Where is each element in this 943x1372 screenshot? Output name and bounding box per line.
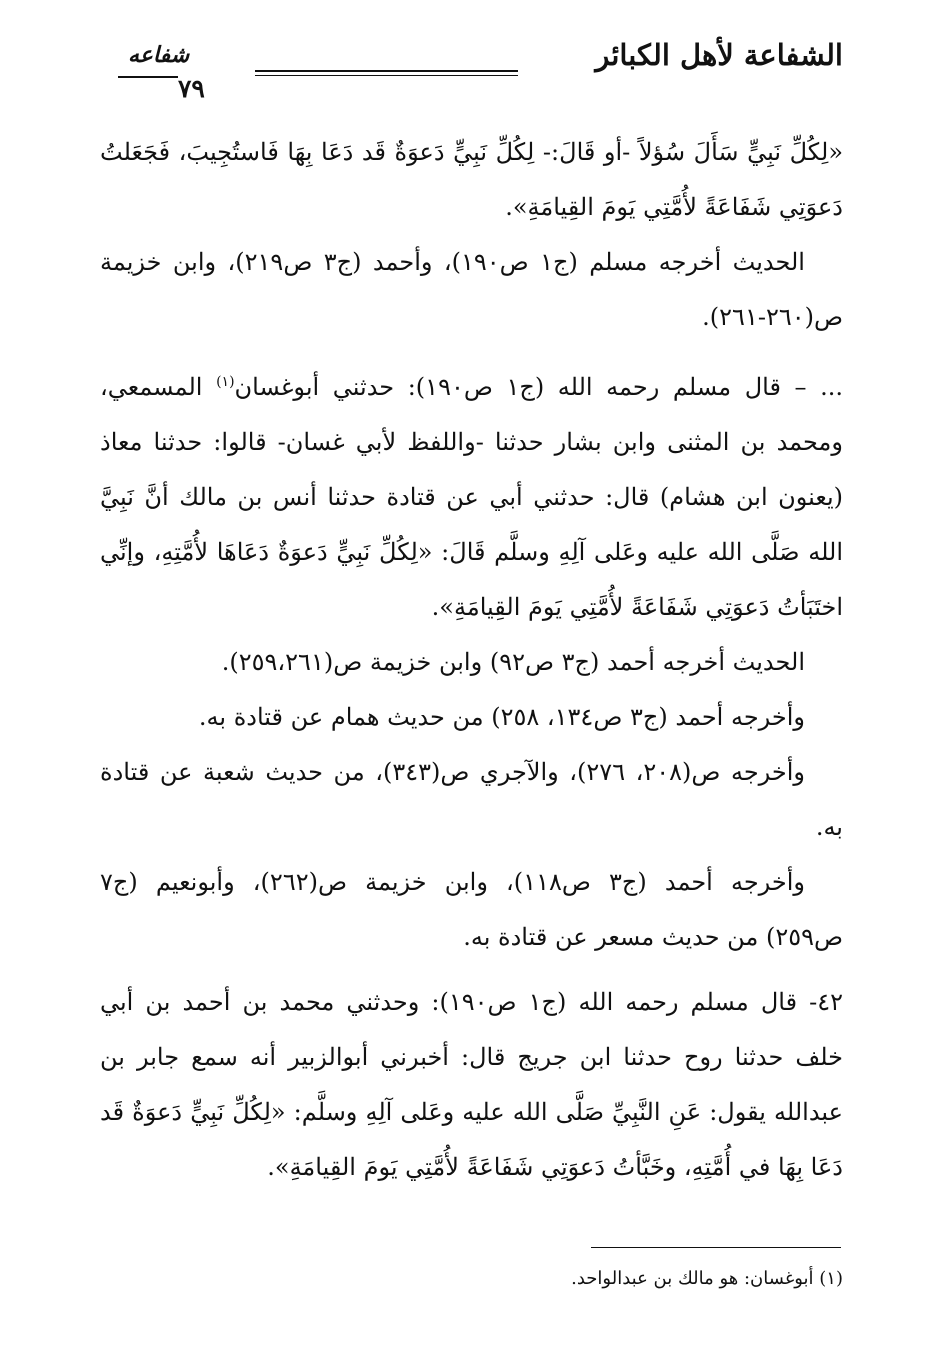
- book-title: الشفاعة لأهل الكبائر: [595, 38, 843, 72]
- hadith-opening: ... – قال مسلم رحمه الله (ج١ ص١٩٠): حدثني أبوغسان: [234, 373, 843, 401]
- hadith-paragraph: ٤٢- قال مسلم رحمه الله (ج١ ص١٩٠): وحدثني محمد بن أحمد بن أبي خلف حدثنا روح حدثنا ابن جريج قال: أخبرني أبوالزبير أنه سمع جابر بن عبدالله يقول: عَنِ النَّبِيِّ صَلَّى الله عليه وعَلى آلِهِ وسلَّم: «لِكُلِّ نَبِيٍّ دَعوَةٌ قَد دَعَا بِهَا في أُمَّتِهِ، وخَبَّأتُ دَعوَتِي شَفَاعَةً لأُمَّتِي يَومَ القِيامَةِ».: [100, 988, 843, 1181]
- takhrij-paragraph: الحديث أخرجه أحمد (ج٣ ص٩٢) وابن خزيمة ص(٢٥٩،٢٦١).: [221, 648, 805, 676]
- footnote-marker: (١): [216, 374, 235, 390]
- header-rule: [255, 70, 518, 76]
- takhrij-paragraph: الحديث أخرجه مسلم (ج١ ص١٩٠)، وأحمد (ج٣ ص٢١٩)، وابن خزيمة ص(٢٦٠-٢٦١).: [100, 248, 843, 331]
- header-rule-short: [118, 76, 178, 78]
- footnote: (١) أبوغسان: هو مالك بن عبدالواحد.: [571, 1268, 843, 1289]
- takhrij-paragraph: وأخرجه أحمد (ج٣ ص١١٨)، وابن خزيمة ص(٢٦٢)، وأبونعيم (ج٧ ص٢٥٩) من حديث مسعر عن قتادة به.: [100, 868, 843, 951]
- page-header: [100, 38, 843, 103]
- takhrij-paragraph: وأخرجه أحمد (ج٣ ص١٣٤، ٢٥٨) من حديث همام عن قتادة به.: [198, 703, 805, 731]
- hadith-continuation: المسمعي، ومحمد بن المثنى وابن بشار حدثنا -واللفظ لأبي غسان- قالوا: حدثنا معاذ (يعنون ابن هشام) قال: حدثني أبي عن قتادة حدثنا أنس بن مالك أنَّ نَبِيَّ الله صَلَّى الله عليه وعَلى آلِهِ وسلَّم قَالَ: «لِكُلِّ نَبِيٍّ دَعوَةٌ دَعَاهَا لأُمَّتِهِ، وإنِّي اختَبَأتُ دَعوَتِي شَفَاعَةً لأُمَّتِي يَومَ القِيامَةِ».: [100, 373, 843, 621]
- body-text: [100, 125, 843, 1195]
- takhrij-paragraph: وأخرجه ص(٢٠٨، ٢٧٦)، والآجري ص(٣٤٣)، من حديث شعبة عن قتادة به.: [100, 758, 843, 841]
- header-ornament: شفاعه: [128, 42, 190, 68]
- page-number: ٧٩: [178, 74, 205, 103]
- hadith-text: «لِكُلِّ نَبِيٍّ سَأَلَ سُؤلاً -أو قَالَ:- لِكُلِّ نَبِيٍّ دَعوَةٌ قَد دَعَا بِهَا فَاستُجِيبَ، فَجَعَلتُ دَعوَتِي شَفَاعَةً لأُمَّتِي يَومَ القِيامَةِ».: [100, 138, 843, 221]
- footnote-rule: [591, 1247, 841, 1248]
- hadith-paragraph: [100, 355, 843, 635]
